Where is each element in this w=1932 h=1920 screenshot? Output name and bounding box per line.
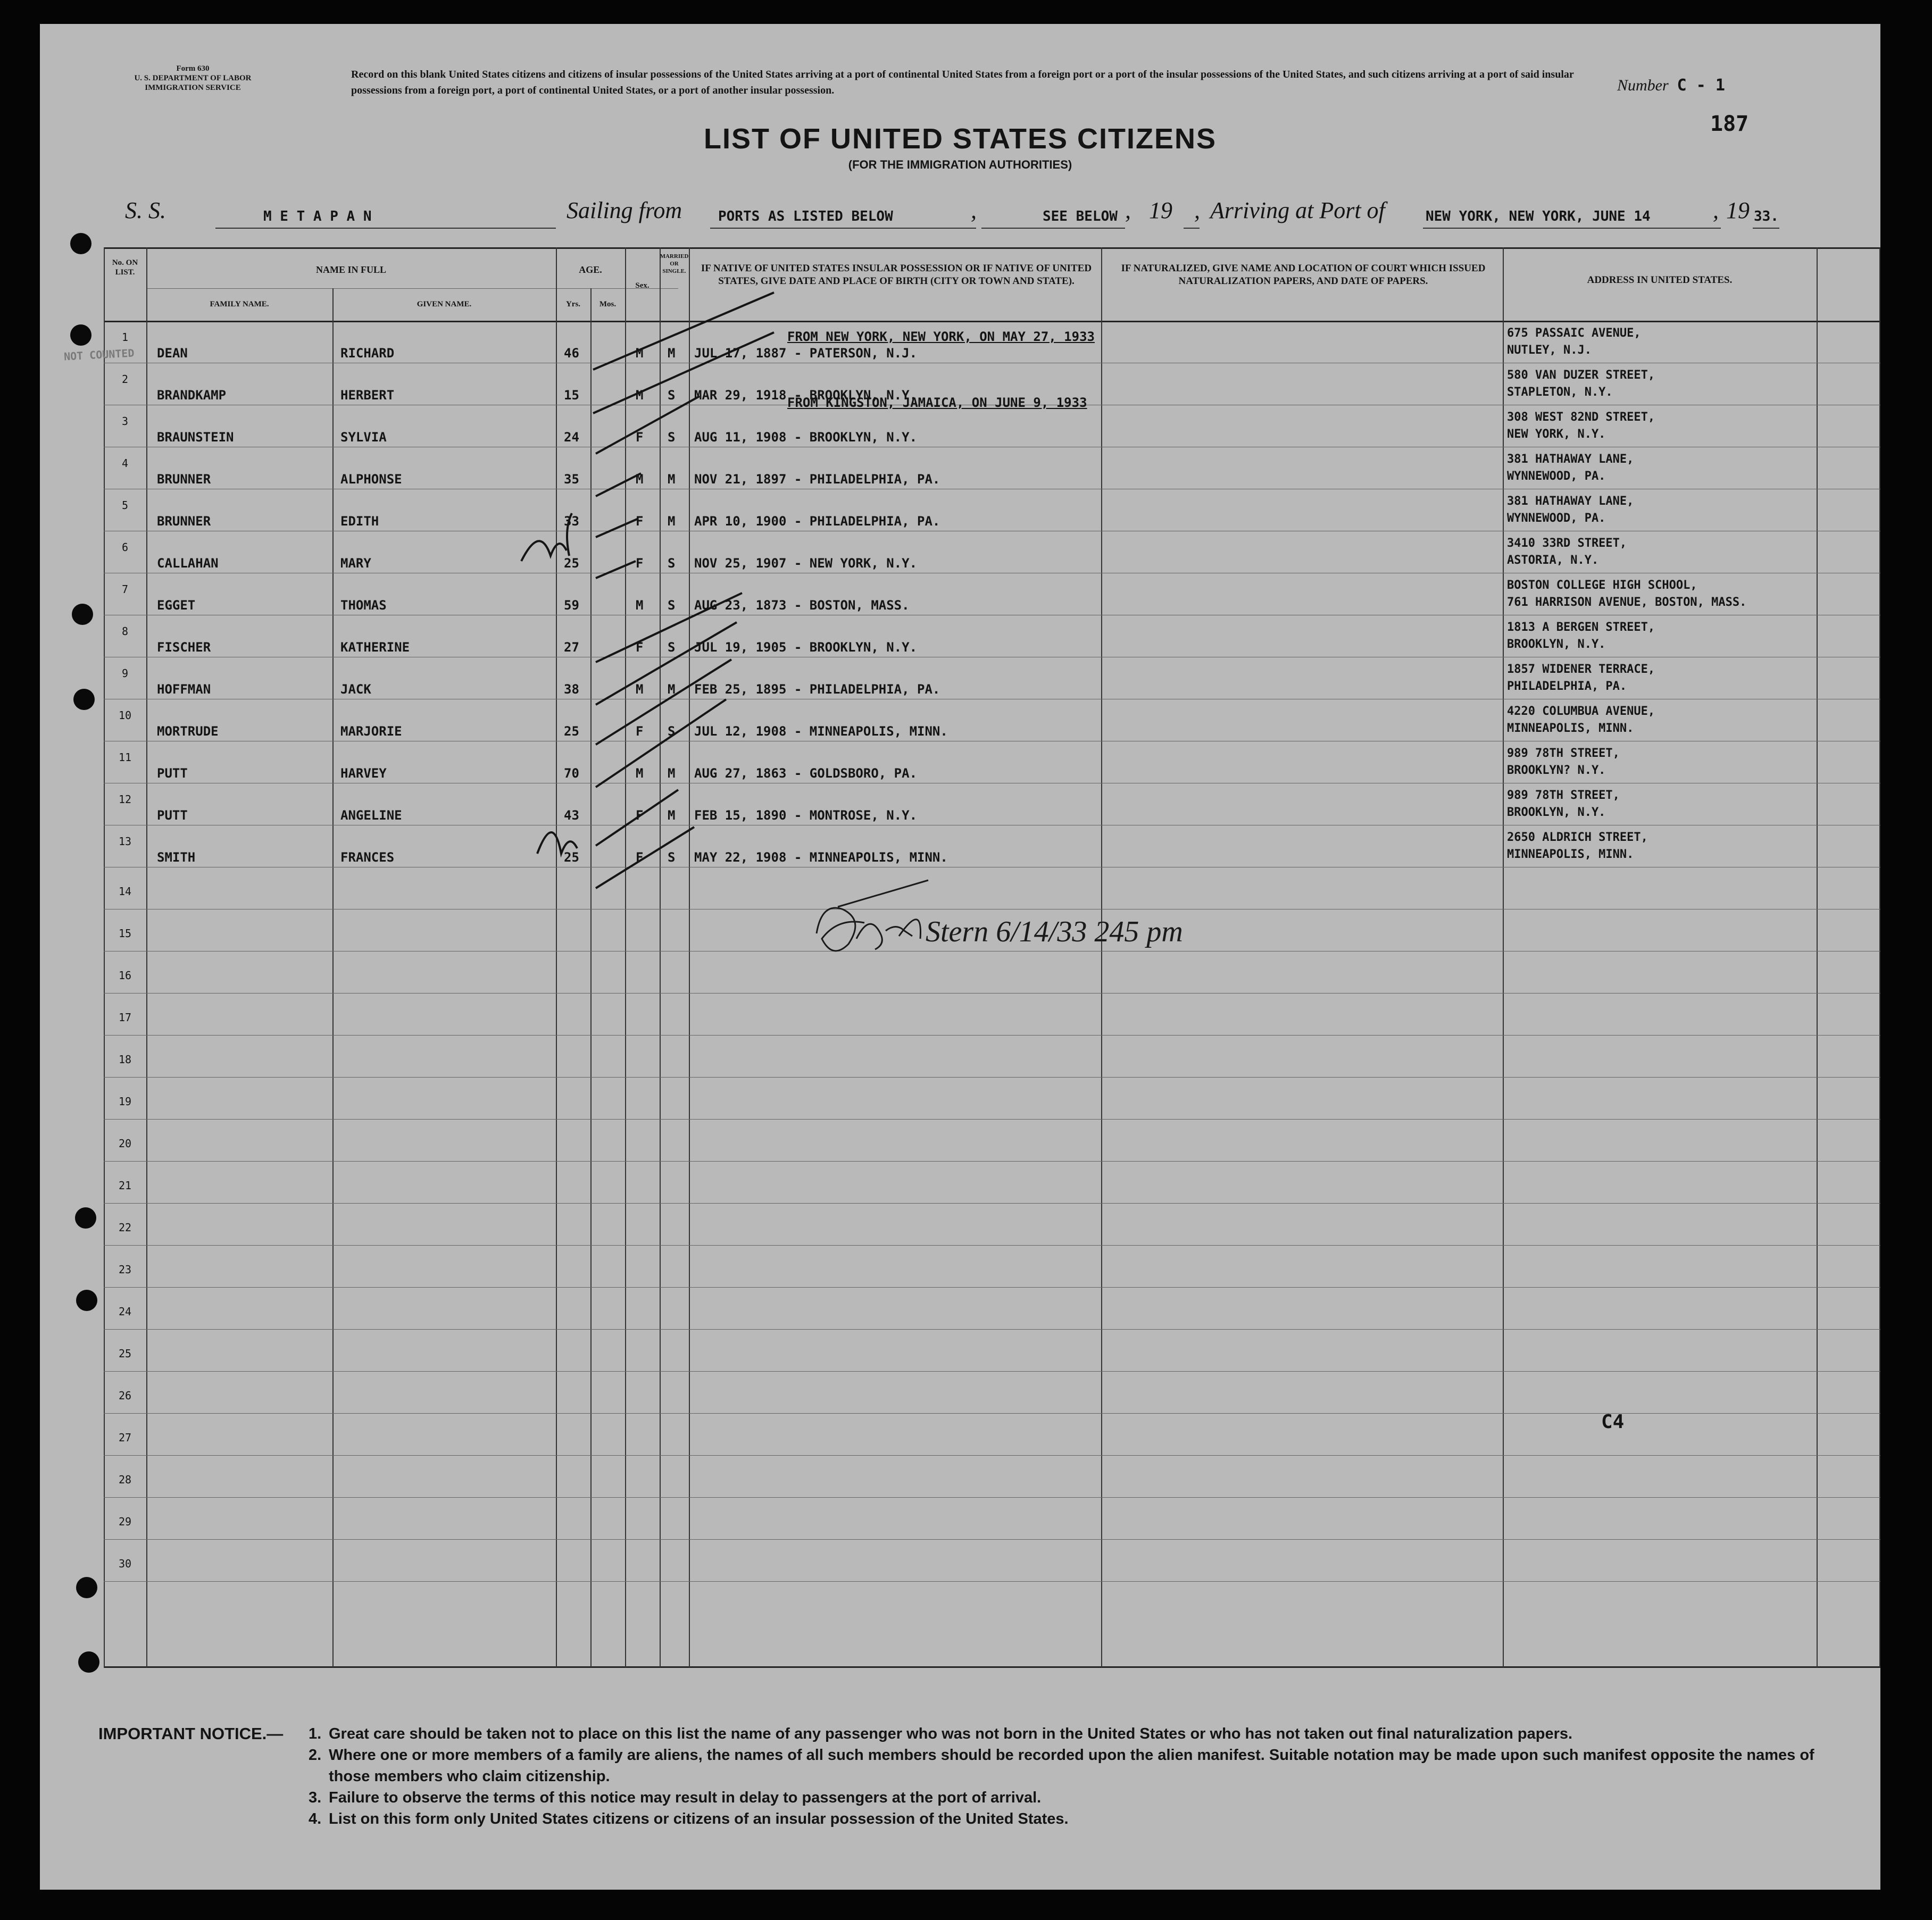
marital-status: S [668, 850, 676, 865]
family-name: FISCHER [157, 640, 211, 655]
birth-date-place: JUL 19, 1905 - BROOKLYN, N.Y. [694, 640, 918, 655]
section-new-york: FROM NEW YORK, NEW YORK, ON MAY 27, 1933 [787, 329, 1095, 344]
notice-item: 2. Where one or more members of a family are aliens, the names of all such members should be recorded upon the alien manifest. Suitable notation may be made upon such manifest opposite the names of those members who claim citizenship. [309, 1747, 1814, 1785]
row-number: 23 [118, 1263, 132, 1276]
address-line-1: 989 78TH STREET, [1507, 747, 1620, 760]
marital-status: M [668, 514, 676, 529]
checkmark-line [596, 622, 737, 705]
birth-date-place: FEB 25, 1895 - PHILADELPHIA, PA. [694, 682, 940, 697]
punch-hole [70, 324, 91, 346]
address-line-2: BROOKLYN, N.Y. [1507, 806, 1606, 819]
age-years: 25 [564, 724, 579, 739]
row-number: 5 [121, 499, 129, 512]
signature-text: Stern 6/14/33 245 pm [926, 915, 1183, 948]
row-number: 26 [118, 1389, 132, 1402]
birth-date-place: AUG 11, 1908 - BROOKLYN, N.Y. [694, 430, 918, 445]
sex: F [636, 514, 644, 529]
header-sex: Sex. [635, 281, 649, 290]
marital-status: M [668, 682, 676, 697]
marital-status: S [668, 430, 676, 445]
checkmark-line [593, 293, 774, 370]
family-name: SMITH [157, 850, 196, 865]
address-line-2: BROOKLYN? N.Y. [1507, 764, 1606, 777]
sex: F [636, 556, 644, 571]
row-number: 25 [118, 1347, 132, 1360]
address-line-2: WYNNEWOOD, PA. [1507, 512, 1606, 525]
marital-status: M [668, 808, 676, 823]
address-line-2: MINNEAPOLIS, MINN. [1507, 722, 1634, 735]
marital-status: M [668, 766, 676, 781]
punch-hole [76, 1290, 97, 1311]
header-given-name: GIVEN NAME. [417, 300, 472, 308]
row-number: 10 [118, 709, 132, 722]
row-number: 12 [118, 793, 132, 806]
family-name: PUTT [157, 766, 188, 781]
arrival-port: NEW YORK, NEW YORK, JUNE 14 [1426, 208, 1651, 224]
page-title: LIST OF UNITED STATES CITIZENS [704, 123, 1217, 155]
family-name: BRANDKAMP [157, 388, 227, 403]
marital-status: S [668, 388, 676, 403]
age-years: 70 [564, 766, 579, 781]
address-line-2: PHILADELPHIA, PA. [1507, 680, 1627, 693]
given-name: RICHARD [340, 346, 395, 361]
family-name: PUTT [157, 808, 188, 823]
given-name: ANGELINE [340, 808, 402, 823]
punch-hole [73, 689, 95, 710]
birth-date-place: MAY 22, 1908 - MINNEAPOLIS, MINN. [694, 850, 948, 865]
address-line-1: 4220 COLUMBUA AVENUE, [1507, 705, 1655, 718]
notice-item: 3. Failure to observe the terms of this notice may result in delay to passengers at the port of arrival. [309, 1789, 1042, 1806]
address-line-1: 580 VAN DUZER STREET, [1507, 369, 1655, 382]
checkmark-line [567, 513, 572, 556]
row-number: 20 [118, 1137, 132, 1150]
intro-instructions: Record on this blank United States citizens and citizens of insular possessions of the United States arriving at a port of continental United States from a foreign port or a port of the insular possessions of the United States, and such citizens arriving at a port of said insular possessions from a foreign port, a port of continental United States, or a port of another insular possession. [351, 69, 1574, 96]
sailing-date: SEE BELOW [1043, 208, 1118, 224]
family-name: MORTRUDE [157, 724, 219, 739]
checkmark-line [596, 472, 644, 496]
address-line-2: STAPLETON, N.Y. [1507, 386, 1613, 399]
notice-heading: IMPORTANT NOTICE.— [98, 1724, 284, 1743]
row-number: 2 [121, 373, 129, 386]
header-no: No. ON LIST. [112, 258, 138, 277]
address-line-2: ASTORIA, N.Y. [1507, 554, 1599, 567]
age-years: 15 [564, 388, 579, 403]
row-number: 15 [118, 927, 132, 940]
given-name: FRANCES [340, 850, 395, 865]
marital-status: S [668, 640, 676, 655]
address-line-1: 1813 A BERGEN STREET, [1507, 621, 1655, 634]
address-line-2: NUTLEY, N.J. [1507, 344, 1592, 357]
sex: F [636, 640, 644, 655]
checkmark-line [596, 660, 731, 745]
birth-date-place: NOV 21, 1897 - PHILADELPHIA, PA. [694, 472, 940, 487]
row-number: 29 [118, 1515, 132, 1528]
header-name-in-full: NAME IN FULL [315, 264, 386, 275]
header-age: AGE. [579, 264, 602, 275]
row-number: 30 [118, 1557, 132, 1570]
punch-hole [70, 233, 91, 254]
age-years: 59 [564, 598, 579, 613]
sex: M [636, 472, 644, 487]
header-family-name: FAMILY NAME. [210, 300, 269, 308]
ss-label: S. S. [125, 197, 166, 223]
punch-hole [72, 604, 93, 625]
address-line-1: 381 HATHAWAY LANE, [1507, 495, 1634, 508]
header-married-single: MARRIED OR SINGLE. [660, 253, 689, 274]
family-name: DEAN [157, 346, 188, 361]
checkmark-line [596, 593, 742, 662]
row-number: 11 [118, 751, 132, 764]
address-line-2: BROOKLYN, N.Y. [1507, 638, 1606, 651]
punch-hole [78, 1651, 99, 1673]
marital-status: M [668, 472, 676, 487]
family-name: HOFFMAN [157, 682, 211, 697]
address-line-1: 1857 WIDENER TERRACE, [1507, 663, 1655, 676]
sex: F [636, 724, 644, 739]
ship-name: M E T A P A N [263, 208, 372, 224]
row-number: 19 [118, 1095, 132, 1108]
page-number: 187 [1710, 112, 1749, 136]
birth-date-place: NOV 25, 1907 - NEW YORK, N.Y. [694, 556, 918, 571]
row-number: 13 [118, 835, 132, 848]
arrival-year-prefix: 19 [1726, 197, 1750, 223]
row-number: 4 [121, 457, 129, 470]
sex: M [636, 682, 644, 697]
sex: F [636, 430, 644, 445]
checkmark-line [596, 790, 678, 846]
address-line-1: 3410 33RD STREET, [1507, 537, 1627, 550]
header-naturalized: IF NATURALIZED, GIVE NAME AND LOCATION OF COURT WHICH ISSUED NATURALIZATION PAPERS, AND DATE OF PAPERS. [1121, 263, 1486, 287]
row-number: 16 [118, 969, 132, 982]
age-years: 46 [564, 346, 579, 361]
sex: M [636, 346, 644, 361]
birth-date-place: JUL 12, 1908 - MINNEAPOLIS, MINN. [694, 724, 948, 739]
sex: F [636, 850, 644, 865]
birth-date-place: AUG 23, 1873 - BOSTON, MASS. [694, 598, 910, 613]
sex: F [636, 808, 644, 823]
row-number: 18 [118, 1053, 132, 1066]
birth-date-place: FEB 15, 1890 - MONTROSE, N.Y. [694, 808, 918, 823]
age-years: 35 [564, 472, 579, 487]
address-line-2: 761 HARRISON AVENUE, BOSTON, MASS. [1507, 596, 1747, 609]
given-name: HARVEY [340, 766, 387, 781]
initials-mark [537, 832, 577, 854]
arriving-label: Arriving at Port of [1210, 197, 1385, 223]
row-number: 17 [118, 1011, 132, 1024]
address-line-2: NEW YORK, N.Y. [1507, 428, 1606, 441]
family-name: BRUNNER [157, 472, 211, 487]
header-birth: IF NATIVE OF UNITED STATES INSULAR POSSESSION OR IF NATIVE OF UNITED STATES, GIVE DATE AND PLACE OF BIRTH (CITY OR TOWN AND STATE). [701, 263, 1092, 287]
age-years: 33 [564, 514, 579, 529]
row-number: 6 [121, 541, 129, 554]
row-number: 27 [118, 1431, 132, 1444]
department-name: U. S. DEPARTMENT OF LABOR [134, 74, 252, 82]
age-years: 43 [564, 808, 579, 823]
address-line-1: 675 PASSAIC AVENUE, [1507, 327, 1641, 340]
birth-date-place: MAR 29, 1918 - BROOKLYN, N.Y. [694, 388, 918, 403]
age-years: 38 [564, 682, 579, 697]
checkmark-line [593, 332, 774, 413]
row-number: 8 [121, 625, 129, 638]
number-value: C - 1 [1677, 76, 1725, 95]
birth-date-place: AUG 27, 1863 - GOLDSBORO, PA. [694, 766, 918, 781]
address-line-1: BOSTON COLLEGE HIGH SCHOOL, [1507, 579, 1697, 592]
family-name: BRAUNSTEIN [157, 430, 234, 445]
punch-hole [75, 1207, 96, 1229]
given-name: KATHERINE [340, 640, 410, 655]
row-number: 14 [118, 885, 132, 898]
family-name: CALLAHAN [157, 556, 219, 571]
page-subtitle: (FOR THE IMMIGRATION AUTHORITIES) [848, 158, 1072, 171]
checkmark-line [596, 519, 638, 537]
initials-mark [521, 541, 567, 561]
given-name: THOMAS [340, 598, 387, 613]
year-prefix: 19 [1149, 197, 1172, 223]
punch-hole [76, 1577, 97, 1598]
row-number: 7 [121, 583, 129, 596]
manifest-sheet [40, 24, 1880, 1890]
sailing-from: PORTS AS LISTED BELOW [718, 208, 893, 224]
birth-date-place: APR 10, 1900 - PHILADELPHIA, PA. [694, 514, 940, 529]
marital-status: S [668, 556, 676, 571]
header-address: ADDRESS IN UNITED STATES. [1587, 274, 1733, 286]
row-number: 28 [118, 1473, 132, 1486]
birth-date-place: JUL 17, 1887 - PATERSON, N.J. [694, 346, 918, 361]
age-years: 27 [564, 640, 579, 655]
given-name: MARY [340, 556, 371, 571]
given-name: EDITH [340, 514, 379, 529]
form-number: Form 630 [176, 64, 210, 73]
header-months: Mos. [599, 300, 617, 308]
number-label: Number [1617, 77, 1669, 94]
given-name: ALPHONSE [340, 472, 402, 487]
notice-item: 4. List on this form only United States citizens or citizens of an insular possession of the United States. [309, 1810, 1069, 1827]
sailing-label: Sailing from [567, 197, 682, 223]
given-name: JACK [340, 682, 371, 697]
c4-mark: C4 [1601, 1411, 1625, 1433]
header-years: Yrs. [565, 300, 581, 308]
row-number: 1 [121, 331, 129, 344]
family-name: EGGET [157, 598, 196, 613]
row-number: 3 [121, 415, 129, 428]
row-number: 24 [118, 1305, 132, 1318]
address-line-2: WYNNEWOOD, PA. [1507, 470, 1606, 483]
service-name: IMMIGRATION SERVICE [145, 84, 241, 92]
given-name: HERBERT [340, 388, 395, 403]
notice-item: 1. Great care should be taken not to place on this list the name of any passenger who was not born in the United States or who has not taken out final naturalization papers. [309, 1725, 1573, 1742]
arrival-year: 33. [1754, 208, 1779, 224]
age-years: 25 [564, 556, 579, 571]
marital-status: S [668, 598, 676, 613]
row-number: 9 [121, 667, 129, 680]
age-years: 25 [564, 850, 579, 865]
family-name: BRUNNER [157, 514, 211, 529]
row-number: 21 [118, 1179, 132, 1192]
address-line-1: 308 WEST 82ND STREET, [1507, 411, 1655, 424]
inspector-signature [806, 870, 1242, 971]
not-counted-stamp: NOT COUNTED [63, 346, 135, 363]
sex: M [636, 766, 644, 781]
given-name: SYLVIA [340, 430, 387, 445]
marital-status: S [668, 724, 676, 739]
address-line-2: MINNEAPOLIS, MINN. [1507, 848, 1634, 861]
sex: M [636, 598, 644, 613]
address-line-1: 381 HATHAWAY LANE, [1507, 453, 1634, 466]
address-line-1: 2650 ALDRICH STREET, [1507, 831, 1648, 844]
checkmark-line [596, 561, 636, 578]
address-line-1: 989 78TH STREET, [1507, 789, 1620, 802]
voyage-line: S. S. M E T A P A N Sailing from PORTS AS LISTED BELOW , SEE BELOW , 19 , Arriving at Port of NEW YORK, NEW YORK, JUNE 14 , 19 33. [125, 197, 1848, 239]
age-years: 24 [564, 430, 579, 445]
section-kingston: FROM KINGSTON, JAMAICA, ON JUNE 9, 1933 [787, 395, 1087, 410]
marital-status: M [668, 346, 676, 361]
row-number: 22 [118, 1221, 132, 1234]
given-name: MARJORIE [340, 724, 402, 739]
sex: M [636, 388, 644, 403]
checkmark-line [596, 699, 726, 787]
